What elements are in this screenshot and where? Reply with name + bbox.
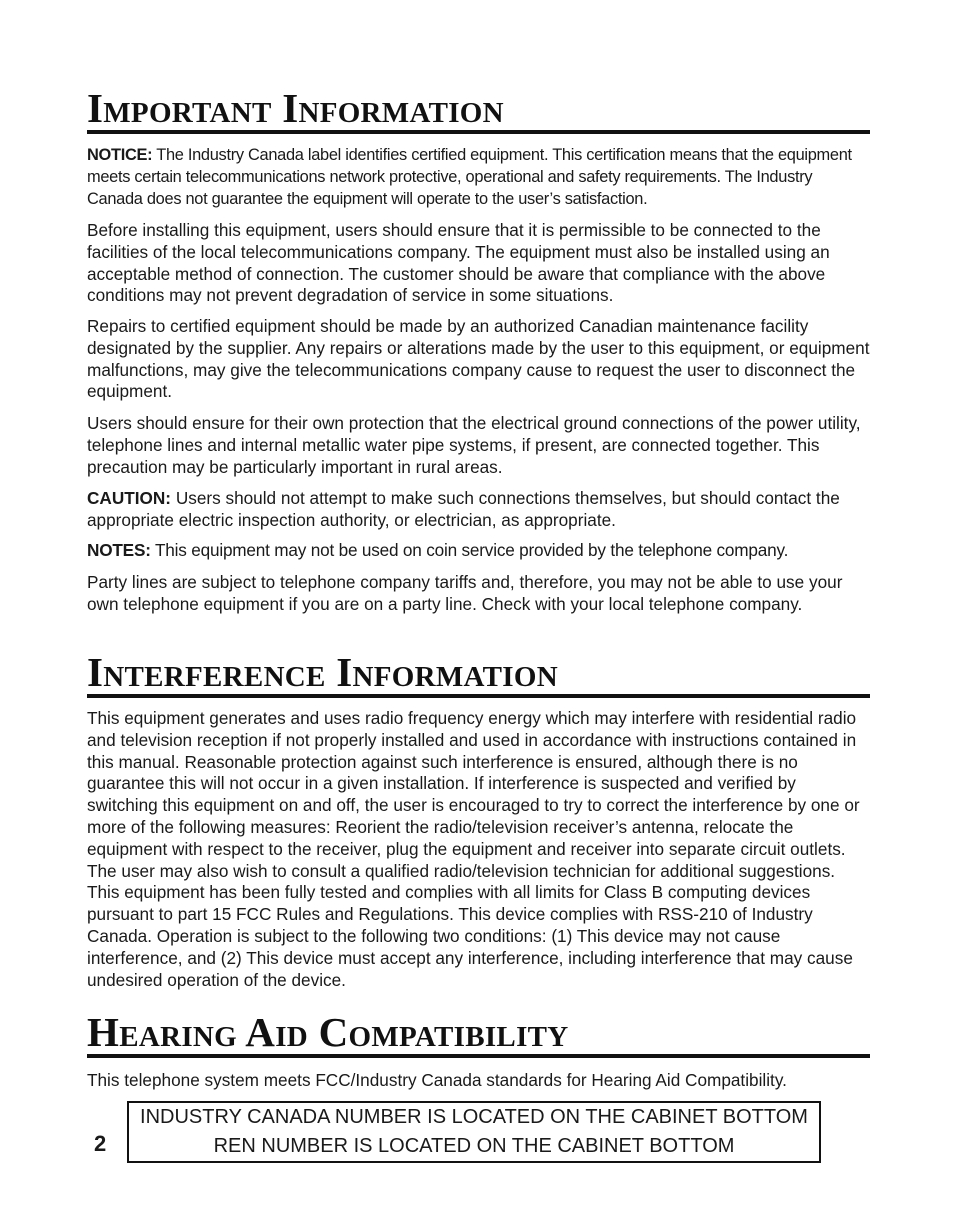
hearing-aid-paragraph: This telephone system meets FCC/Industry Canada standards for Hearing Aid Compatibility. <box>87 1070 787 1090</box>
interference-paragraph: This equipment generates and uses radio frequency energy which may interfere with residential radio and television reception if not properly installed and used in accordance with instructions contained in this manual. Reasonable protection against such interference is ensured, although there is no guarantee this will not occur in a given installation. If interference is suspected and verified by switching this equipment on and off, the user is encouraged to try to correct the interference by one or more of the following measures: Reorient the radio/television receiver’s antenna, relocate the equipment with respect to the receiver, plug the equipment and receiver into separate circuit outlets. The user may also wish to consult a qualified radio/television technician for additional suggestions. This equipment has been fully tested and complies with all limits for Class B computing devices pursuant to part 15 FCC Rules and Regulations. This device complies with RSS-210 of Industry Canada. Operation is subject to the following two conditions: (1) This device may not cause interference, and (2) This device must accept any interference, including interference that may cause undesired operation of the device. <box>87 708 860 990</box>
notes-paragraph <box>87 540 870 562</box>
ren-number-note: REN NUMBER IS LOCATED ON THE CABINET BOTTOM <box>213 1135 735 1157</box>
caution-paragraph <box>87 488 870 532</box>
caution-label: CAUTION: <box>87 488 172 508</box>
notice-paragraph <box>87 145 870 210</box>
notes-label: NOTES: <box>87 540 151 560</box>
important-information-heading: Important Information <box>87 86 870 134</box>
installation-paragraph: Before installing this equipment, users should ensure that it is permissible to be connected to the facilities of the local telecommunications company. The equipment must also be installed using an acceptable method of connection. The customer should be aware that compliance with the above conditions may not prevent degradation of service in some situations. <box>87 220 830 306</box>
notice-label: NOTICE: <box>87 146 153 164</box>
label-location-box <box>127 1101 821 1163</box>
repairs-paragraph: Repairs to certified equipment should be made by an authorized Canadian maintenance facility designated by the supplier. Any repairs or alterations made by the user to this equipment, or equipment malfunctions, may give the telecommunications company cause to request the user to disconnect the equipment. <box>87 316 870 402</box>
page-number: 2 <box>94 1131 107 1156</box>
interference-information-heading: Interference Information <box>87 650 870 698</box>
ground-connection-paragraph: Users should ensure for their own protection that the electrical ground connections of the power utility, telephone lines and internal metallic water pipe systems, if present, are connected together. This precaution may be particularly important in rural areas. <box>87 413 861 477</box>
notice-text: The Industry Canada label identifies certified equipment. This certification means that the equipment meets certain telecommunications network protective, operational and safety requirements. The Industry Canada does not guarantee the equipment will operate to the user’s satisfaction. <box>87 146 852 208</box>
party-lines-paragraph: Party lines are subject to telephone company tariffs and, therefore, you may not be able to use your own telephone equipment if you are on a party line. Check with your local telephone company. <box>87 572 843 614</box>
caution-text: Users should not attempt to make such connections themselves, but should contact the appropriate electric inspection authority, or electrician, as appropriate. <box>87 488 840 530</box>
notes-text: This equipment may not be used on coin service provided by the telephone company. <box>155 540 789 560</box>
industry-canada-number-note: INDUSTRY CANADA NUMBER IS LOCATED ON THE CABINET BOTTOM <box>140 1106 808 1128</box>
hearing-aid-compatibility-heading: Hearing Aid Compatibility <box>87 1010 870 1058</box>
